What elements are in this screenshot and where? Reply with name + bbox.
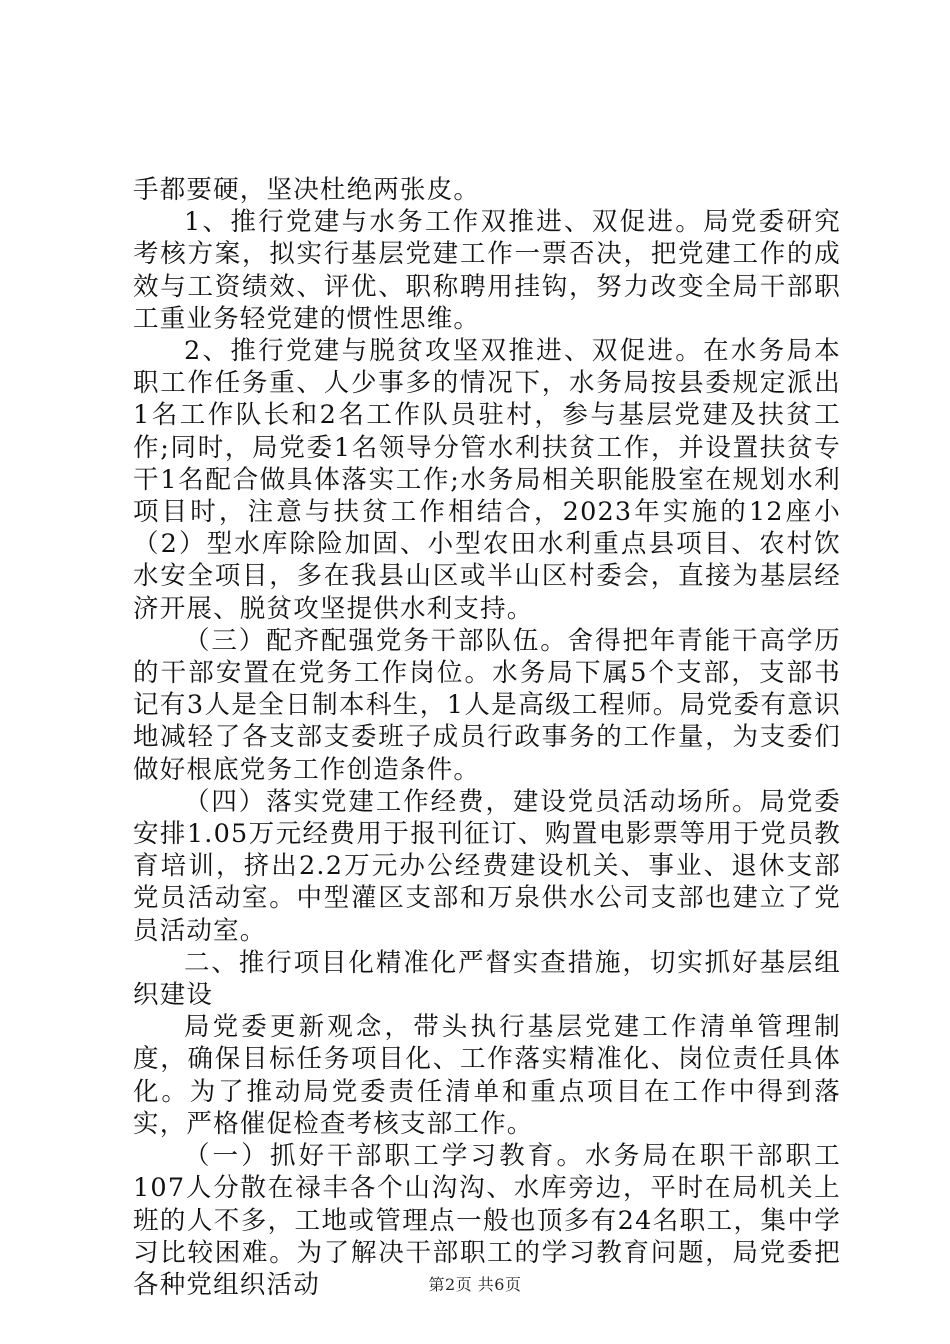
paragraph-6: 局党委更新观念，带头执行基层党建工作清单管理制度，确保目标任务项目化、工作落实精准化、岗位责任具体化。为了推动局党委责任清单和重点项目在工作中得到落实，严格催促检查考核支部工作。: [133, 1012, 841, 1139]
paragraph-1: 手都要硬，坚决杜绝两张皮。: [133, 175, 481, 205]
paragraph-4: （三）配齐配强党务干部队伍。舍得把年青能干高学历的干部安置在党务工作岗位。水务局下属5个支部，支部书记有3人是全日制本科生，1人是高级工程师。局党委有意识地减轻了各支部支委班子成员行政事务的工作量，为支委们做好根底党务工作创造条件。: [133, 625, 841, 785]
document-body: [133, 174, 841, 1301]
paragraph-7: （一）抓好干部职工学习教育。水务局在职干部职工107人分散在禄丰各个山沟沟、水库旁边，平时在局机关上班的人不多，工地或管理点一般也顶多有24名职工，集中学习比较困难。为了解决干部职工的学习教育问题，局党委把各种党组织活动: [133, 1141, 841, 1300]
page-footer: 第2页 共6页: [428, 1275, 522, 1294]
paragraph-2: 1、推行党建与水务工作双推进、双促进。局党委研究考核方案，拟实行基层党建工作一票否决，把党建工作的成效与工资绩效、评优、职称聘用挂钩，努力改变全局干部职工重业务轻党建的惯性思维。: [133, 207, 841, 334]
section-heading-2: 二、推行项目化精准化严督实查措施，切实抓好基层组织建设: [133, 947, 841, 1011]
paragraph-5: （四）落实党建工作经费，建设党员活动场所。局党委安排1.05万元经费用于报刊征订、购置电影票等用于党员教育培训，挤出2.2万元办公经费建设机关、事业、退休支部党员活动室。中型灌区支部和万泉供水公司支部也建立了党员活动室。: [133, 786, 841, 946]
paragraph-3: 2、推行党建与脱贫攻坚双推进、双促进。在水务局本职工作任务重、人少事多的情况下，水务局按县委规定派出1名工作队长和2名工作队员驻村，参与基层党建及扶贫工作;同时，局党委1名领导分管水利扶贫工作，并设置扶贫专干1名配合做具体落实工作;水务局相关职能股室在规划水利项目时，注意与扶贫工作相结合，2023年实施的12座小（2）型水库除险加固、小型农田水利重点县项目、农村饮水安全项目，多在我县山区或半山区村委会，直接为基层经济开展、脱贫攻坚提供水利支持。: [133, 336, 841, 624]
